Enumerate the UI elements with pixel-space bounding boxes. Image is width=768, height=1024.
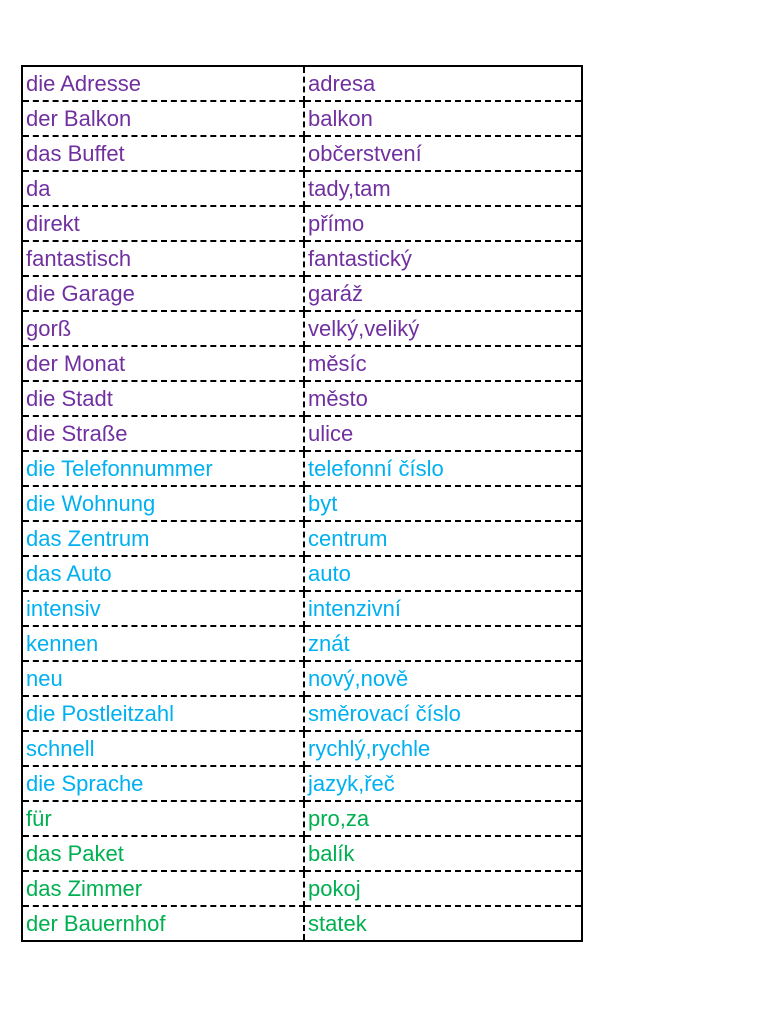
czech-translation-cell: byt [305,487,581,522]
czech-translation-cell: auto [305,557,581,592]
czech-translation-cell: fantastický [305,242,581,277]
vocab-row [23,102,581,137]
czech-translation-cell: velký,veliký [305,312,581,347]
german-word-cell: der Balkon [23,102,305,137]
german-word-cell: die Telefonnummer [23,452,305,487]
vocab-row [23,452,581,487]
czech-translation-cell: rychlý,rychle [305,732,581,767]
german-word-cell: neu [23,662,305,697]
vocab-row [23,172,581,207]
vocab-row [23,872,581,907]
german-word-cell: schnell [23,732,305,767]
czech-translation-cell: směrovací číslo [305,697,581,732]
vocab-row [23,347,581,382]
vocab-row [23,627,581,662]
czech-translation-cell: intenzivní [305,592,581,627]
vocab-row [23,277,581,312]
czech-translation-cell: garáž [305,277,581,312]
vocab-row [23,207,581,242]
german-word-cell: die Garage [23,277,305,312]
german-word-cell: kennen [23,627,305,662]
vocab-row [23,417,581,452]
czech-translation-cell: pokoj [305,872,581,907]
vocab-row [23,312,581,347]
czech-translation-cell: měsíc [305,347,581,382]
german-word-cell: die Sprache [23,767,305,802]
czech-translation-cell: přímo [305,207,581,242]
german-word-cell: die Stadt [23,382,305,417]
german-word-cell: die Straße [23,417,305,452]
czech-translation-cell: občerstvení [305,137,581,172]
czech-translation-cell: znát [305,627,581,662]
german-word-cell: das Auto [23,557,305,592]
german-word-cell: fantastisch [23,242,305,277]
vocab-row [23,732,581,767]
czech-translation-cell: centrum [305,522,581,557]
czech-translation-cell: balkon [305,102,581,137]
german-word-cell: die Postleitzahl [23,697,305,732]
czech-translation-cell: nový,nově [305,662,581,697]
vocab-row [23,242,581,277]
german-word-cell: gorß [23,312,305,347]
vocab-row [23,522,581,557]
vocab-row [23,907,581,940]
german-word-cell: das Buffet [23,137,305,172]
czech-translation-cell: město [305,382,581,417]
vocab-row [23,662,581,697]
german-word-cell: direkt [23,207,305,242]
german-word-cell: das Paket [23,837,305,872]
czech-translation-cell: statek [308,911,367,937]
german-word-cell: da [23,172,305,207]
czech-translation-cell: balík [305,837,581,872]
vocab-row [23,592,581,627]
vocab-row [23,767,581,802]
vocab-row [23,802,581,837]
german-word-cell: intensiv [23,592,305,627]
vocabulary-table [21,65,583,942]
vocab-row [23,557,581,592]
czech-translation-cell: pro,za [305,802,581,837]
vocab-row [23,837,581,872]
german-word-cell: der Monat [23,347,305,382]
vocab-row [23,67,581,102]
german-word-cell: das Zentrum [23,522,305,557]
german-word-cell: für [23,802,305,837]
vocabulary-table-body [23,67,581,940]
czech-translation-cell: adresa [305,67,581,102]
german-word-cell: die Wohnung [23,487,305,522]
german-word-cell: das Zimmer [23,872,305,907]
vocab-row [23,137,581,172]
german-word-cell: die Adresse [23,67,305,102]
czech-translation-cell: telefonní číslo [305,452,581,487]
german-word-cell: der Bauernhof [23,907,305,940]
czech-translation-cell: jazyk,řeč [305,767,581,802]
vocab-row [23,487,581,522]
czech-translation-cell: ulice [305,417,581,452]
vocab-row [23,382,581,417]
czech-translation-cell: tady,tam [305,172,581,207]
vocab-row [23,697,581,732]
